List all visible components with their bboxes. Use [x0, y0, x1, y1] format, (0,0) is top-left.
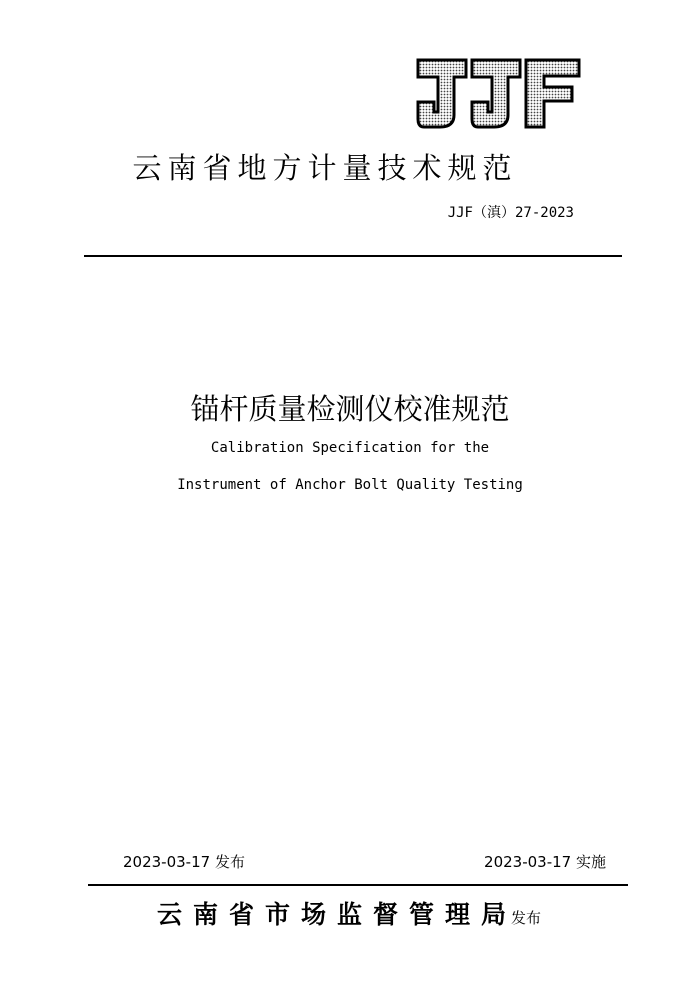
bottom-divider: [88, 884, 628, 886]
top-divider: [84, 255, 622, 257]
title-chinese: 锚杆质量检测仪校准规范: [190, 392, 510, 426]
series-title: 云南省地方计量技术规范: [132, 151, 518, 185]
jjf-logo: [416, 57, 582, 129]
title-english-line1: Calibration Specification for the: [210, 440, 490, 456]
implement-date: 2023-03-17 实施: [484, 853, 606, 871]
title-english-line2: Instrument of Anchor Bolt Quality Testing: [177, 477, 523, 493]
issuer: [157, 895, 541, 931]
issue-date: 2023-03-17 发布: [123, 853, 245, 871]
document-code: JJF（滇）27-2023: [447, 205, 574, 221]
issuer-suffix: 发布: [511, 909, 542, 927]
issuer-name: 云南省市场监督管理局: [157, 900, 518, 929]
